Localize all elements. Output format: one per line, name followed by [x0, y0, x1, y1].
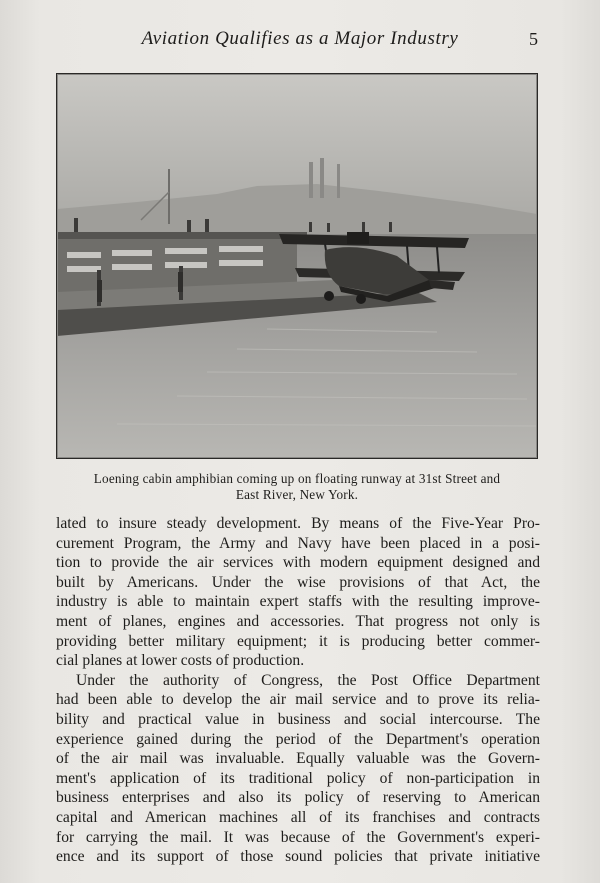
running-title: Aviation Qualifies as a Major Industry — [141, 28, 459, 49]
page-number: 5 — [529, 29, 538, 49]
text-line: ment's application of its traditional policy of non-participation in — [56, 769, 540, 787]
text-line: curement Program, the Army and Navy have been placed in a posi- — [56, 534, 540, 552]
text-line: business enterprises and also its policy of reserving to American — [56, 789, 540, 807]
text-line: bility and practical value in business and social intercourse. The — [56, 710, 540, 728]
paragraph — [56, 514, 540, 671]
caption-line: East River, New York. — [235, 487, 359, 502]
text-line: ment of planes, engines and accessories. That progress not only is — [56, 612, 540, 630]
text-line: capital and American machines all of its franchises and contracts — [56, 808, 540, 826]
photograph — [56, 73, 538, 459]
text-line: experience gained during the period of the Department's operation — [56, 730, 540, 748]
text-line: lated to insure steady development. By means of the Five-Year Pro- — [56, 515, 540, 532]
text-line: industry is able to maintain expert staffs with the resulting improve- — [56, 593, 540, 611]
text-line: had been able to develop the air mail service and to prove its relia- — [56, 691, 540, 709]
paragraph — [56, 671, 540, 867]
text-line: providing better military equipment; it is producing better commer- — [56, 632, 540, 650]
caption-line: Loening cabin amphibian coming up on floating runway at 31st Street and — [93, 471, 501, 486]
photo-caption — [56, 471, 538, 503]
text-line: Under the authority of Congress, the Post Office Department — [76, 671, 540, 689]
text-line: for carrying the mail. It was because of the Government's experi- — [56, 828, 540, 846]
text-line: of the air mail was invaluable. Equally valuable was the Govern- — [56, 750, 540, 768]
text-line: cial planes at lower costs of production. — [56, 652, 305, 670]
text-line: built by Americans. Under the wise provisions of that Act, the — [56, 573, 540, 591]
text-line: tion to provide the air services with modern equipment designed and — [56, 554, 540, 572]
running-head — [0, 28, 600, 54]
body-text — [56, 514, 540, 867]
amphibian-photo-illustration — [57, 74, 537, 458]
text-line: ence and its support of those sound policies that private initiative — [56, 848, 540, 866]
